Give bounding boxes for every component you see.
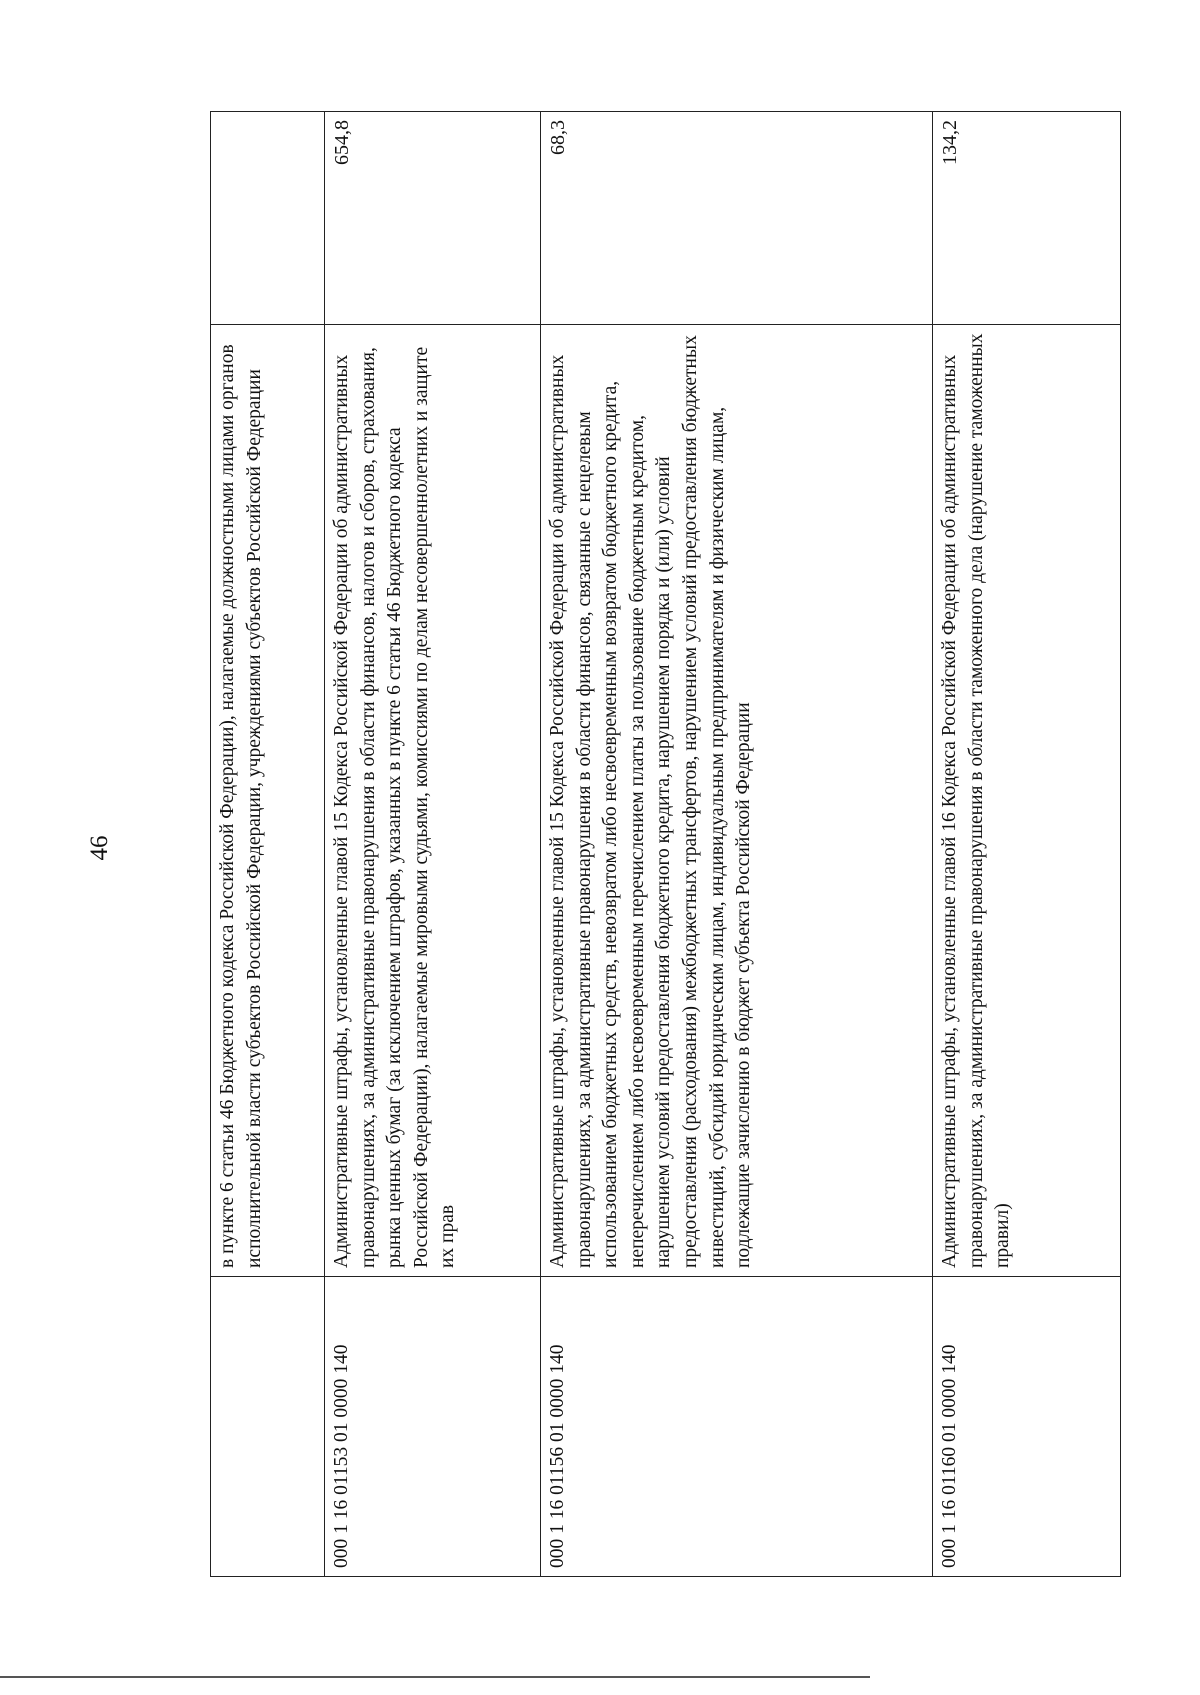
table-row [933,112,1121,1577]
revenue-code-cell: 000 1 16 01160 01 0000 140 [933,1277,1121,1577]
amount-cell [211,112,325,325]
revenue-description-cell: Административные штрафы, установленные главой 16 Кодекса Российской Федерации об административных правонарушениях, за административные правонарушения в области таможенного дела (нарушение таможенных правил) [933,325,1121,1277]
revenue-code-cell: 000 1 16 01156 01 0000 140 [541,1277,933,1577]
budget-revenue-table [210,111,1121,1577]
revenue-code-cell [211,1277,325,1577]
revenue-code-cell: 000 1 16 01153 01 0000 140 [325,1277,541,1577]
revenue-description-cell: Административные штрафы, установленные главой 15 Кодекса Российской Федерации об административных правонарушениях, за административные правонарушения в области финансов, связанные с нецелевым использованием бюджетных средств, невозвратом либо несвоевременным возвратом бюджетного кредита, неперечислением либо несвоевременным перечислением платы за пользование бюджетным кредитом, нарушением условий предоставления бюджетного кредита, нарушением порядка и (или) условий предоставления (расходования) межбюджетных трансфертов, нарушением условий предоставления бюджетных инвестиций, субсидий юридическим лицам, индивидуальным предпринимателям и физическим лицам, подлежащие зачислению в бюджет субъекта Российской Федерации [541,325,933,1277]
amount-cell: 654,8 [325,112,541,325]
scan-edge-line [0,1676,870,1678]
amount-cell: 68,3 [541,112,933,325]
table-row [211,112,325,1577]
budget-revenue-table-wrapper [210,112,1120,1577]
page-number: 46 [86,835,113,861]
revenue-description-cell: Административные штрафы, установленные главой 15 Кодекса Российской Федерации об административных правонарушениях, за административные правонарушения в области финансов, налогов и сборов, страхования, рынка ценных бумаг (за исключением штрафов, указанных в пункте 6 статьи 46 Бюджетного кодекса Российской Федерации), налагаемые мировыми судьями, комиссиями по делам несовершеннолетних и защите их прав [325,325,541,1277]
revenue-description-cell: в пункте 6 статьи 46 Бюджетного кодекса Российской Федерации), налагаемые должностными лицами органов исполнительной власти субъектов Российской Федерации, учреждениями субъектов Российской Федерации [211,325,325,1277]
amount-cell: 134,2 [933,112,1121,325]
table-row [541,112,933,1577]
table-row [325,112,541,1577]
